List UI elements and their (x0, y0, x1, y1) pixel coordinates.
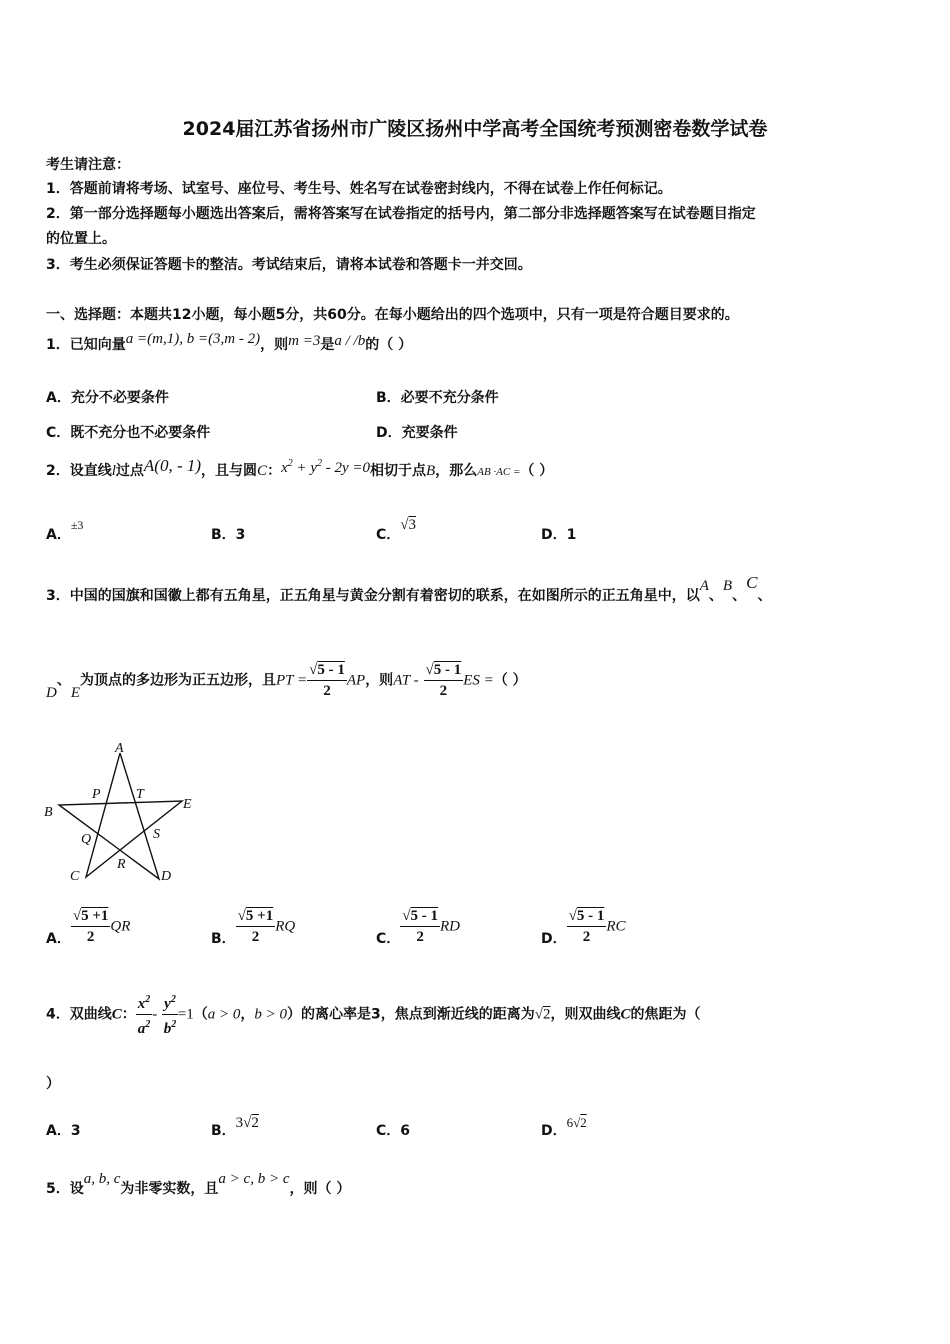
q4-option-d: D．6√2 (541, 1115, 587, 1139)
q4-option-a: A．3 (46, 1123, 81, 1139)
point-r-label: R (117, 857, 126, 872)
vertex-b-label: B (44, 805, 53, 820)
q2-option-b: B．3 (211, 527, 246, 543)
q1-option-c: C．既不充分也不必要条件 (46, 425, 211, 441)
vertex-e-label: E (183, 797, 192, 812)
notice-item-2-cont: 的位置上。 (46, 231, 116, 247)
q4-option-c: C．6 (376, 1123, 411, 1139)
q3-option-a: A． $\frac{√5 +1}{2}$ QR (46, 908, 131, 947)
q1-option-a: A．充分不必要条件 (46, 390, 169, 406)
notice-item-2: 2．第一部分选择题每小题选出答案后，需将答案写在试卷指定的括号内，第二部分非选择题答案写在试卷题目指定 (46, 206, 756, 222)
point-p-label: P (92, 787, 101, 802)
q3-option-b: B． $\frac{√5 +1}{2}$ RQ (211, 908, 296, 947)
q2-option-c: C．√3 (376, 517, 417, 543)
q1-option-b: B．必要不充分条件 (376, 390, 499, 406)
q2-option-a: A．±3 (46, 518, 84, 543)
notice-heading: 考生请注意： (46, 157, 130, 173)
q3-option-c: C． $\frac{√5 - 1}{2}$ RD (376, 908, 461, 947)
vertex-a-label: A (115, 741, 124, 756)
vertex-c-label: C (70, 869, 80, 884)
q1-option-d: D．充要条件 (376, 425, 458, 441)
q4-option-b: B．3√2 (211, 1115, 259, 1139)
notice-item-1: 1．答题前请将考场、试室号、座位号、考生号、姓名写在试卷密封线内，不得在试卷上作任何标记。 (46, 181, 672, 197)
point-s-label: S (153, 827, 160, 842)
vertex-d-label: D (161, 869, 172, 884)
q2-option-d: D．1 (541, 527, 577, 543)
point-t-label: T (136, 787, 144, 802)
question-3-line-1: 3．中国的国旗和国徽上都有五角星，正五角星与黄金分割有着密切的联系，在如图所示的正五角星中，以A、B、C、 (46, 573, 772, 604)
q3-option-d: D． $\frac{√5 - 1}{2}$ RC (541, 908, 626, 947)
pentagram-figure (40, 740, 210, 890)
question-4-close: ） (46, 1076, 60, 1092)
question-3-line-2: D、E为顶点的多边形为正五边形，且PT = $\frac{√5 - 1}{2}$ AP，则AT - $\frac{√5 - 1}{2}$ ES =（ ） (46, 662, 527, 701)
section-heading: 一、选择题：本题共12小题，每小题5分，共60分。在每小题给出的四个选项中，只有一项是符合题目要求的。 (46, 307, 739, 323)
notice-item-3: 3．考生必须保证答题卡的整洁。考试结束后，请将本试卷和答题卡一并交回。 (46, 257, 532, 273)
question-2: 2．设直线l过点A(0, - 1)，且与圆C：$x^2 + y^2 - 2y =0$相切于点B，那么AB ·AC =（ ） (46, 456, 554, 479)
golden-ratio-fraction: $\frac{√5 - 1}{2}$ (309, 662, 345, 699)
point-q-label: Q (81, 832, 92, 847)
question-4: 4．双曲线C： $\frac{x^2}{a^2}$ - $\frac{y^2}{b^2}$ =1（a > 0，b > 0）的离心率是3，焦点到渐近线的距离为√2，则双曲线C的焦距为（ (46, 990, 701, 1039)
page-title: 2024届江苏省扬州市广陵区扬州中学高考全国统考预测密卷数学试卷 (182, 118, 768, 140)
question-5: 5．设a, b, c为非零实数，且a > c, b > c，则（ ） (46, 1171, 351, 1197)
question-1: 1．已知向量a =(m,1), b =(3,m - 2)，则m =3是a / /b的（ ） (46, 331, 413, 353)
